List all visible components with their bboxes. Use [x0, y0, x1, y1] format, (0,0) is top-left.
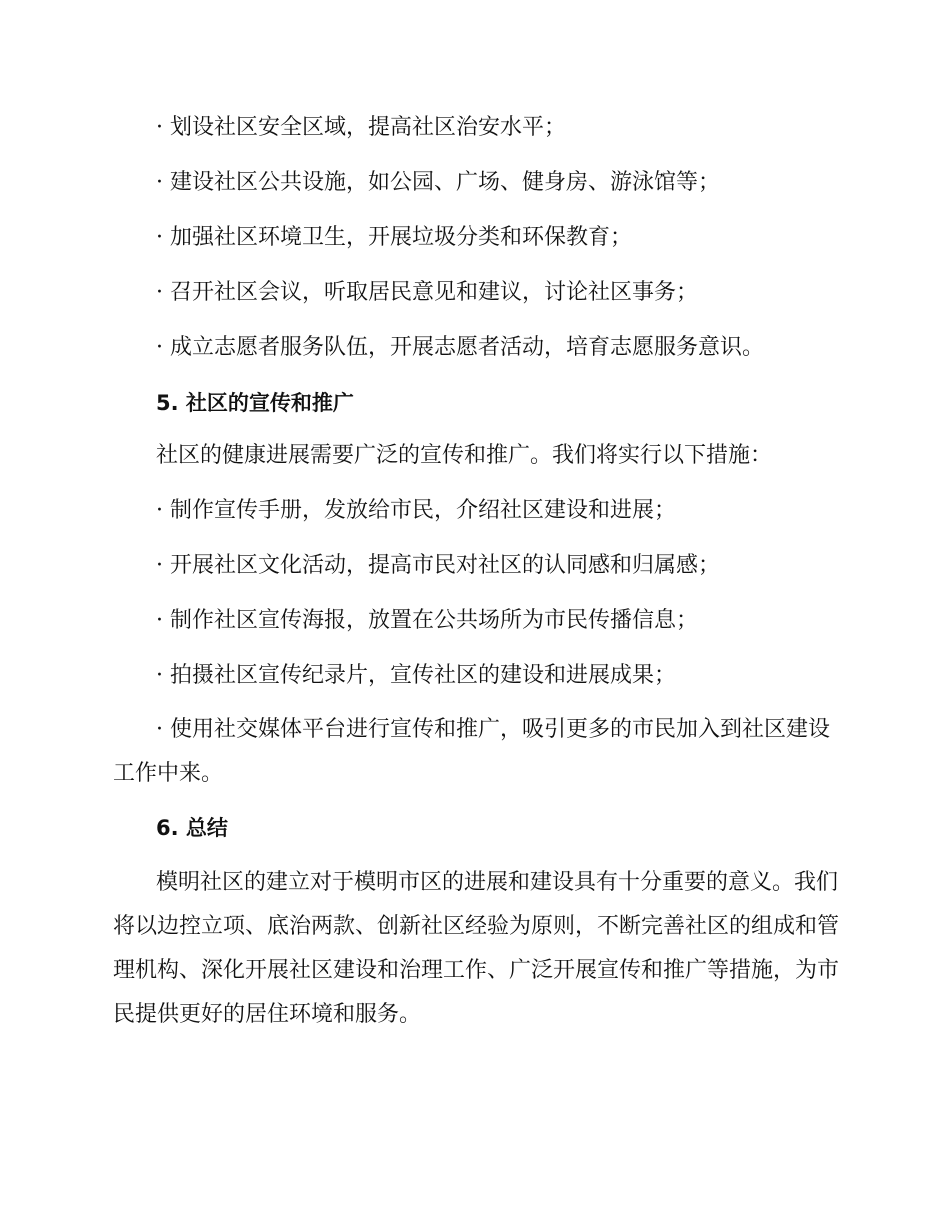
- summary-paragraph-line: 民提供更好的居住环境和服务。: [113, 1002, 422, 1027]
- list-item: · 制作社区宣传海报，放置在公共场所为市民传播信息；: [156, 608, 698, 633]
- section-heading-6: 6. 总结: [156, 816, 228, 840]
- list-item: · 建设社区公共设施，如公园、广场、健身房、游泳馆等；: [156, 170, 720, 195]
- list-item: · 成立志愿者服务队伍，开展志愿者活动，培育志愿服务意识。: [156, 335, 764, 360]
- list-item: · 制作宣传手册，发放给市民，介绍社区建设和进展；: [156, 498, 676, 523]
- list-item: · 划设社区安全区域，提高社区治安水平；: [156, 115, 566, 140]
- summary-paragraph-line: 模明社区的建立对于模明市区的进展和建设具有十分重要的意义。我们: [156, 870, 839, 895]
- list-item-continuation: 工作中来。: [113, 761, 224, 786]
- list-item: · 开展社区文化活动，提高市民对社区的认同感和归属感；: [156, 553, 720, 578]
- list-item: · 拍摄社区宣传纪录片，宣传社区的建设和进展成果；: [156, 663, 676, 688]
- section-heading-5: 5. 社区的宣传和推广: [156, 391, 354, 415]
- summary-paragraph-line: 将以边控立项、底治两款、创新社区经验为原则，不断完善社区的组成和管: [113, 914, 840, 939]
- list-item: · 加强社区环境卫生，开展垃圾分类和环保教育；: [156, 225, 632, 250]
- list-item: · 使用社交媒体平台进行宣传和推广，吸引更多的市民加入到社区建设: [156, 717, 830, 742]
- list-item: · 召开社区会议，听取居民意见和建议，讨论社区事务；: [156, 280, 698, 305]
- section-5-intro: 社区的健康进展需要广泛的宣传和推广。我们将实行以下措施：: [156, 443, 773, 468]
- summary-paragraph-line: 理机构、深化开展社区建设和治理工作、广泛开展宣传和推广等措施，为市: [113, 958, 840, 983]
